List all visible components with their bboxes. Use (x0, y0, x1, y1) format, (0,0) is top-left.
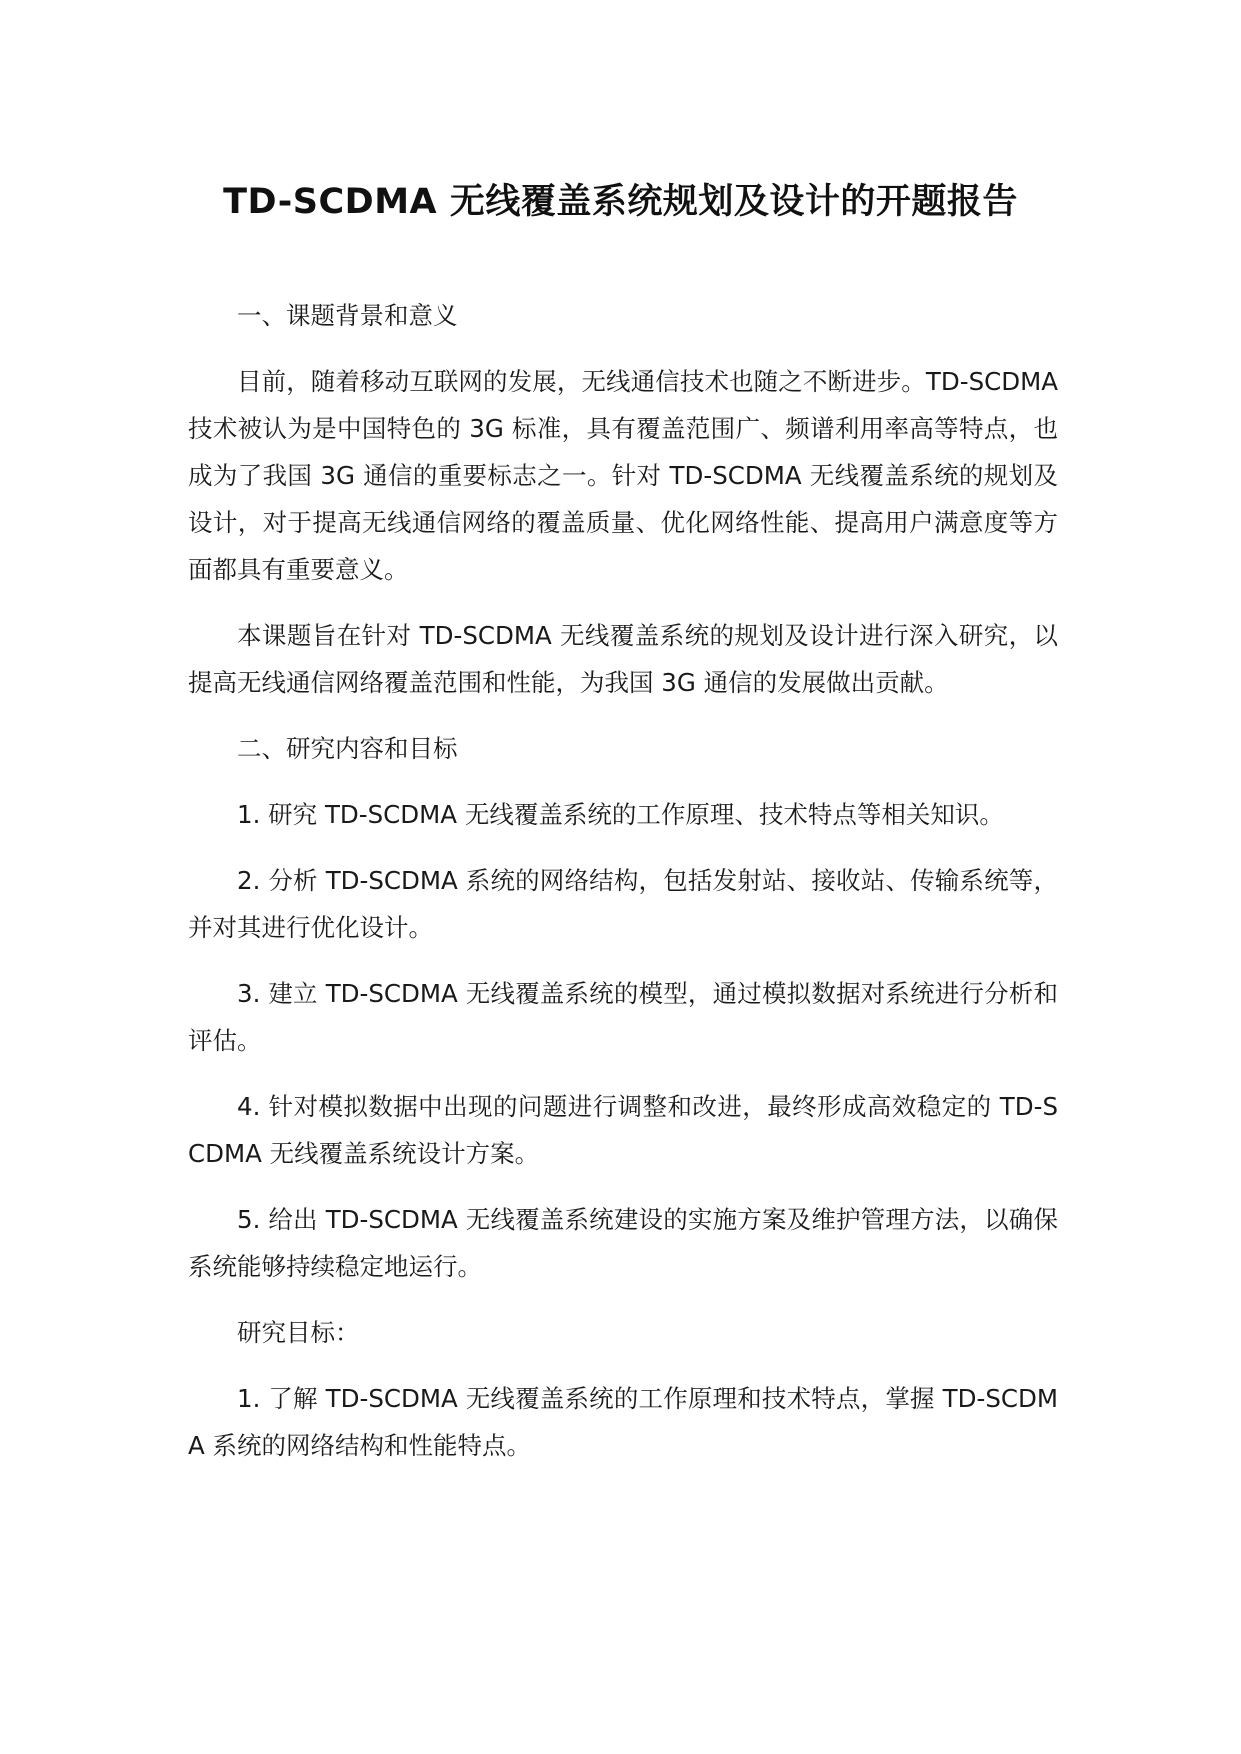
list-item-content-5: 5. 给出 TD-SCDMA 无线覆盖系统建设的实施方案及维护管理方法，以确保系统能够持续稳定地运行。 (188, 1205, 1058, 1281)
document-title: TD-SCDMA 无线覆盖系统规划及设计的开题报告 (223, 182, 1018, 222)
list-item-content-1: 1. 研究 TD-SCDMA 无线覆盖系统的工作原理、技术特点等相关知识。 (237, 800, 1004, 829)
document-body (188, 292, 1058, 1488)
list-item-content-3: 3. 建立 TD-SCDMA 无线覆盖系统的模型，通过模拟数据对系统进行分析和评估。 (188, 979, 1058, 1055)
list-item-content-4: 4. 针对模拟数据中出现的问题进行调整和改进，最终形成高效稳定的 TD-SCDMA 无线覆盖系统设计方案。 (188, 1092, 1058, 1168)
paragraph-purpose: 本课题旨在针对 TD-SCDMA 无线覆盖系统的规划及设计进行深入研究，以提高无线通信网络覆盖范围和性能，为我国 3G 通信的发展做出贡献。 (188, 621, 1058, 697)
section-heading-content: 二、研究内容和目标 (237, 734, 458, 763)
list-item-goal-1: 1. 了解 TD-SCDMA 无线覆盖系统的工作原理和技术特点，掌握 TD-SCDMA 系统的网络结构和性能特点。 (188, 1384, 1058, 1460)
paragraph-background: 目前，随着移动互联网的发展，无线通信技术也随之不断进步。TD-SCDMA 技术被认为是中国特色的 3G 标准，具有覆盖范围广、频谱利用率高等特点，也成为了我国 3G 通信的重要标志之一。针对 TD-SCDMA 无线覆盖系统的规划及设计，对于提高无线通信网络的覆盖质量、优化网络性能、提高用户满意度等方面都具有重要意义。 (188, 367, 1058, 584)
section-heading-background: 一、课题背景和意义 (237, 301, 458, 330)
list-item-content-2: 2. 分析 TD-SCDMA 系统的网络结构，包括发射站、接收站、传输系统等，并对其进行优化设计。 (188, 866, 1058, 942)
subheading-research-goals: 研究目标： (237, 1318, 360, 1347)
